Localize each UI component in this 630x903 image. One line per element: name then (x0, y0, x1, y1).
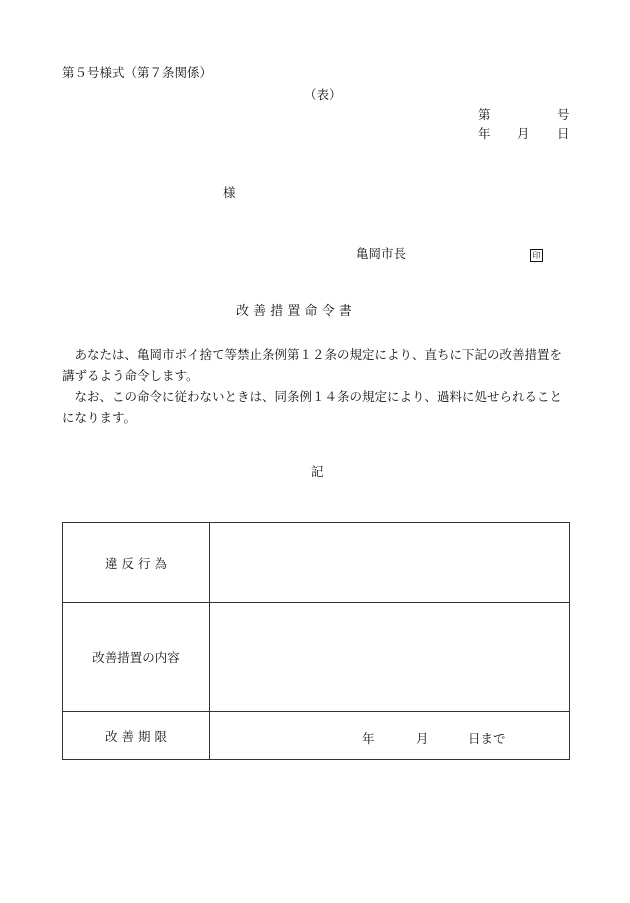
record-table (62, 522, 570, 760)
doc-number-prefix: 第 (478, 107, 491, 122)
body-paragraph-2: なお、この命令に従わないときは、同条例１４条の規定により、過料に処せられることになります。 (62, 389, 563, 425)
ki-heading: 記 (311, 464, 324, 479)
table-row-deadline (63, 712, 570, 760)
date-year: 年 (478, 126, 491, 141)
deadline-value (210, 712, 570, 760)
seal-char: 印 (530, 249, 543, 262)
measures-label: 改善措置の内容 (63, 603, 210, 712)
deadline-day-until: 日まで (468, 731, 506, 746)
form-number: 第５号様式（第７条関係） (62, 65, 213, 80)
measures-value (210, 603, 570, 712)
addressee-suffix: 様 (223, 185, 236, 200)
deadline-label: 改 善 期 限 (63, 712, 210, 760)
body-paragraph-1: あなたは、亀岡市ポイ捨て等禁止条例第１２条の規定により、直ちに下記の改善措置を講ずるよう命令します。 (62, 347, 563, 383)
deadline-month: 月 (416, 731, 429, 746)
issuer-name: 亀岡市長 (356, 246, 407, 261)
document-title: 改 善 措 置 命 令 書 (236, 304, 352, 319)
violation-label: 違 反 行 為 (63, 523, 210, 603)
table-row-measures (63, 603, 570, 712)
date-month: 月 (517, 126, 530, 141)
table-row-violation (63, 523, 570, 603)
side-label: （表） (304, 87, 342, 102)
doc-number-suffix: 号 (557, 107, 570, 122)
deadline-year: 年 (362, 731, 375, 746)
date-day: 日 (557, 126, 570, 141)
violation-value (210, 523, 570, 603)
seal-mark (530, 248, 543, 262)
